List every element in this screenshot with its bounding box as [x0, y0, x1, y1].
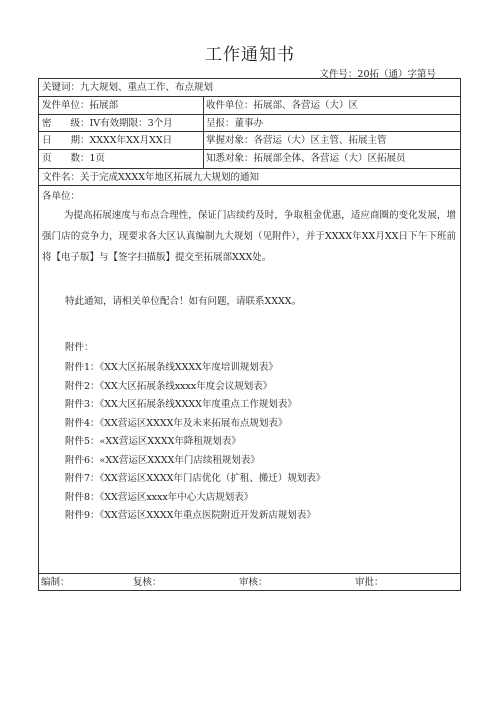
date-value: XXXX年XX月XX日	[89, 135, 173, 146]
report-to: 呈报：董事办	[206, 118, 264, 129]
sender-unit: 发件单位：拓展部	[42, 100, 119, 111]
attachments-heading: 附件：	[65, 342, 94, 353]
file-name: 文件名：关于完成XXXX年地区拓展九大规划的通知	[42, 172, 260, 183]
page-count	[39, 150, 105, 168]
informed-parties: 知悉对象：拓展部全体、各营运（大）区拓展员	[206, 153, 406, 164]
checker-label: 复核：	[133, 577, 162, 588]
attachments-list	[65, 359, 325, 526]
pages-row	[39, 150, 460, 169]
column-divider	[203, 97, 204, 169]
date-row	[39, 132, 460, 150]
notice-form	[38, 78, 461, 591]
document-title: 工作通知书	[205, 45, 295, 65]
editor-label: 编制：	[41, 577, 70, 588]
pages-value: 1页	[89, 153, 106, 164]
sender-row	[39, 97, 460, 115]
approver-label: 审批：	[355, 577, 384, 588]
notice-body	[39, 186, 460, 574]
reviewer-label: 审核：	[239, 577, 268, 588]
file-name-row	[39, 169, 460, 186]
signature-row	[39, 573, 460, 590]
salutation: 各单位：	[42, 191, 81, 202]
security-label: 密 级：	[42, 118, 90, 129]
date-label: 日 期：	[42, 135, 90, 146]
attachment-item: 附件3：《XX大区拓展条线XXXX年度重点工作规划表》	[65, 399, 297, 410]
closing-notice: 特此通知，请相关单位配合！如有问题，请联系XXXX。	[65, 296, 302, 307]
security-level	[39, 115, 173, 131]
keywords: 关键词：九大规划、重点工作、布点规划	[42, 82, 214, 93]
attachment-item: 附件9：《XX营运区XXXX年重点医院附近开发新店规划表》	[65, 510, 316, 521]
pages-label: 页 数：	[42, 153, 90, 164]
responsible-parties: 掌握对象：各营运（大）区主管、拓展主管	[206, 135, 387, 146]
attachment-item: 附件4：《XX营运区XXXX年及未来拓展布点规划表》	[65, 417, 288, 429]
attachment-item: 附件1：《XX大区拓展条线XXXX年度培训规划表》	[65, 362, 278, 373]
security-row	[39, 115, 460, 132]
attachment-item: 附件5：«XX营运区XXXX年降租规划表》	[65, 436, 241, 447]
document-number: 文件号：20拓（通）字第号	[319, 69, 436, 80]
main-paragraph: 为提高拓展速度与布点合理性，保证门店续约及时，争取租金优惠，适应商圈的变化发展，增强门店的竞争力，现要求各大区认真编制九大规划（见附件），并于XXXX年XX月XX日下午下班前将【电子版】与【签字扫描版】提交至拓展部XXX处。	[42, 210, 456, 263]
keywords-row	[39, 79, 460, 97]
date-field	[39, 132, 172, 149]
attachment-item: 附件2：《XX大区拓展条线xxxx年度会议规划表》	[65, 380, 273, 392]
attachment-item: 附件7：《XX营运区XXXX年门店优化（扩租、搬迁）规划表》	[65, 473, 326, 484]
attachment-item: 附件6：«XX营运区XXXX年门店续租规划表》	[65, 454, 260, 466]
receiver-unit: 收件单位：拓展部、各营运（大）区	[206, 100, 359, 111]
security-value: IV有效期限：3个月	[89, 118, 173, 129]
attachment-item: 附件8：《XX营运区xxxx年中心大店规划表》	[65, 491, 254, 503]
